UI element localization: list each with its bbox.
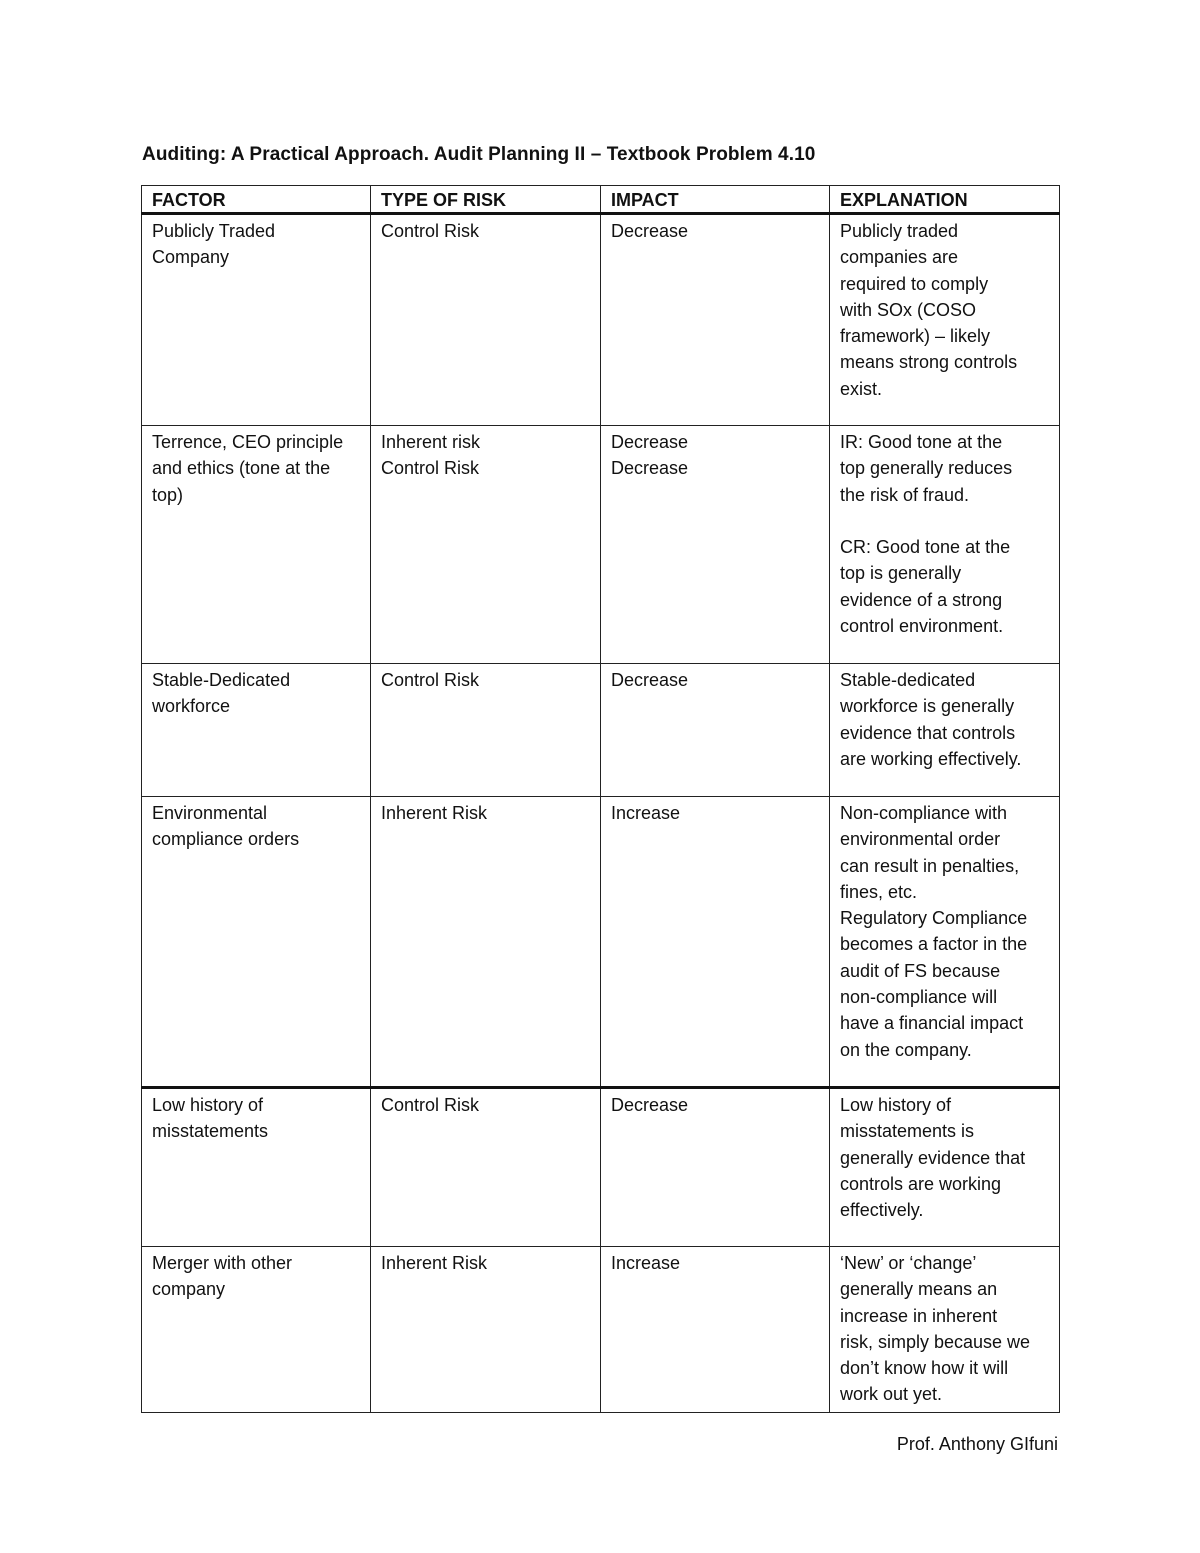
factor-cell [142, 664, 371, 797]
page-title: Auditing: A Practical Approach. Audit Planning II – Textbook Problem 4.10 [142, 144, 816, 165]
risk-assessment-table [141, 185, 1060, 1413]
explanation-cell [830, 1247, 1060, 1413]
column-header-explanation: EXPLANATION [830, 186, 1060, 214]
cell-text-line: effectively. [840, 1200, 924, 1221]
cell-text-line: Control Risk [381, 670, 480, 690]
cell-text-line: Publicly Traded [152, 221, 276, 241]
cell-text-line: Regulatory Compliance [840, 908, 1028, 929]
cell-text-line: Control Risk [381, 458, 480, 479]
cell-text-line: companies are [840, 247, 959, 268]
cell-text-line: IR: Good tone at the [840, 432, 1003, 452]
type-of-risk-cell [371, 664, 601, 797]
cell-text-line: Inherent Risk [381, 803, 488, 823]
cell-text-line: top is generally [840, 563, 962, 584]
cell-text-line: have a financial impact [840, 1013, 1024, 1034]
cell-text-line: Inherent Risk [381, 1253, 488, 1273]
cell-text-line: required to comply [840, 273, 989, 294]
explanation-cell [830, 214, 1060, 426]
cell-text-line: framework) – likely [840, 326, 991, 347]
table-row [142, 1247, 1060, 1413]
cell-text-line: and ethics (tone at the [152, 458, 331, 479]
type-of-risk-cell [371, 1247, 601, 1413]
table-row [142, 1088, 1060, 1247]
cell-text-line: company [152, 1279, 226, 1300]
cell-text-line: Environmental [152, 803, 268, 823]
type-of-risk-cell [371, 797, 601, 1088]
cell-text-line: generally evidence that [840, 1147, 1026, 1168]
cell-text-line: Decrease [611, 458, 689, 479]
cell-text-line: Merger with other [152, 1253, 293, 1273]
cell-text-line: work out yet. [840, 1384, 943, 1405]
table-row [142, 664, 1060, 797]
type-of-risk-cell [371, 1088, 601, 1247]
cell-text-line: Publicly traded [840, 221, 959, 241]
cell-text-line: misstatements [152, 1121, 269, 1142]
impact-cell [601, 664, 830, 797]
factor-cell [142, 214, 371, 426]
cell-text-line: fines, etc. [840, 881, 918, 902]
table-row [142, 797, 1060, 1088]
cell-text-line: are working effectively. [840, 748, 1022, 769]
cell-text-line: top generally reduces [840, 458, 1013, 479]
cell-text-line: controls are working [840, 1173, 1002, 1194]
column-header-type-of-risk: TYPE OF RISK [371, 186, 601, 214]
explanation-cell [830, 426, 1060, 664]
cell-text-line: Decrease [611, 221, 689, 241]
cell-text-line: ‘New’ or ‘change’ [840, 1253, 977, 1273]
explanation-cell [830, 664, 1060, 797]
cell-text-line: Company [152, 247, 230, 268]
cell-text-line: Control Risk [381, 221, 480, 241]
cell-text-line: Increase [611, 803, 681, 823]
table-row [142, 426, 1060, 664]
impact-cell [601, 214, 830, 426]
cell-text-line: environmental order [840, 829, 1001, 850]
cell-text-line: Inherent risk [381, 432, 481, 452]
table-body [142, 214, 1060, 1413]
cell-text-line: Stable-dedicated [840, 670, 976, 690]
cell-text-line: Decrease [611, 432, 689, 452]
cell-text-line: non-compliance will [840, 987, 998, 1008]
impact-cell [601, 797, 830, 1088]
factor-cell [142, 1247, 371, 1413]
cell-text-line: audit of FS because [840, 960, 1001, 981]
factor-cell [142, 426, 371, 664]
table-header-row [142, 186, 1060, 214]
column-header-factor: FACTOR [142, 186, 371, 214]
footer-author: Prof. Anthony GIfuni [896, 1434, 1058, 1454]
cell-text-line: the risk of fraud. [840, 484, 970, 505]
factor-cell [142, 1088, 371, 1247]
impact-cell [601, 426, 830, 664]
cell-text-line: Increase [611, 1253, 681, 1273]
cell-text-line: on the company. [840, 1039, 972, 1060]
cell-text-line: means strong controls [840, 352, 1018, 373]
explanation-cell [830, 1088, 1060, 1247]
cell-text-line: risk, simply because we [840, 1331, 1031, 1352]
cell-text-line: Low history of [840, 1095, 952, 1115]
cell-text-line: increase in inherent [840, 1305, 998, 1326]
cell-text-line: exist. [840, 378, 883, 399]
cell-text-line: misstatements is [840, 1121, 975, 1142]
cell-text-line: compliance orders [152, 829, 300, 850]
cell-text-line: evidence of a strong [840, 589, 1003, 610]
paragraph-spacer [840, 508, 1049, 534]
cell-text-line: Control Risk [381, 1095, 480, 1115]
table-row [142, 214, 1060, 426]
impact-cell [601, 1247, 830, 1413]
cell-text-line: workforce is generally [840, 696, 1015, 717]
type-of-risk-cell [371, 214, 601, 426]
cell-text-line: Stable-Dedicated [152, 670, 291, 690]
cell-text-line: becomes a factor in the [840, 934, 1028, 955]
impact-cell [601, 1088, 830, 1247]
type-of-risk-cell [371, 426, 601, 664]
cell-text-line: Non-compliance with [840, 803, 1008, 823]
cell-text-line: evidence that controls [840, 722, 1016, 743]
cell-text-line: workforce [152, 696, 231, 717]
cell-text-line: Terrence, CEO principle [152, 432, 344, 452]
cell-text-line: with SOx (COSO [840, 299, 977, 320]
cell-text-line: generally means an [840, 1279, 998, 1300]
cell-text-line: Low history of [152, 1095, 264, 1115]
cell-text-line: top) [152, 484, 184, 505]
explanation-cell [830, 797, 1060, 1088]
factor-cell [142, 797, 371, 1088]
cell-text-line: can result in penalties, [840, 855, 1020, 876]
cell-text-line: CR: Good tone at the [840, 537, 1011, 558]
cell-text-line: Decrease [611, 1095, 689, 1115]
column-header-impact: IMPACT [601, 186, 830, 214]
cell-text-line: Decrease [611, 670, 689, 690]
cell-text-line: don’t know how it will [840, 1358, 1009, 1379]
cell-text-line: control environment. [840, 616, 1004, 637]
